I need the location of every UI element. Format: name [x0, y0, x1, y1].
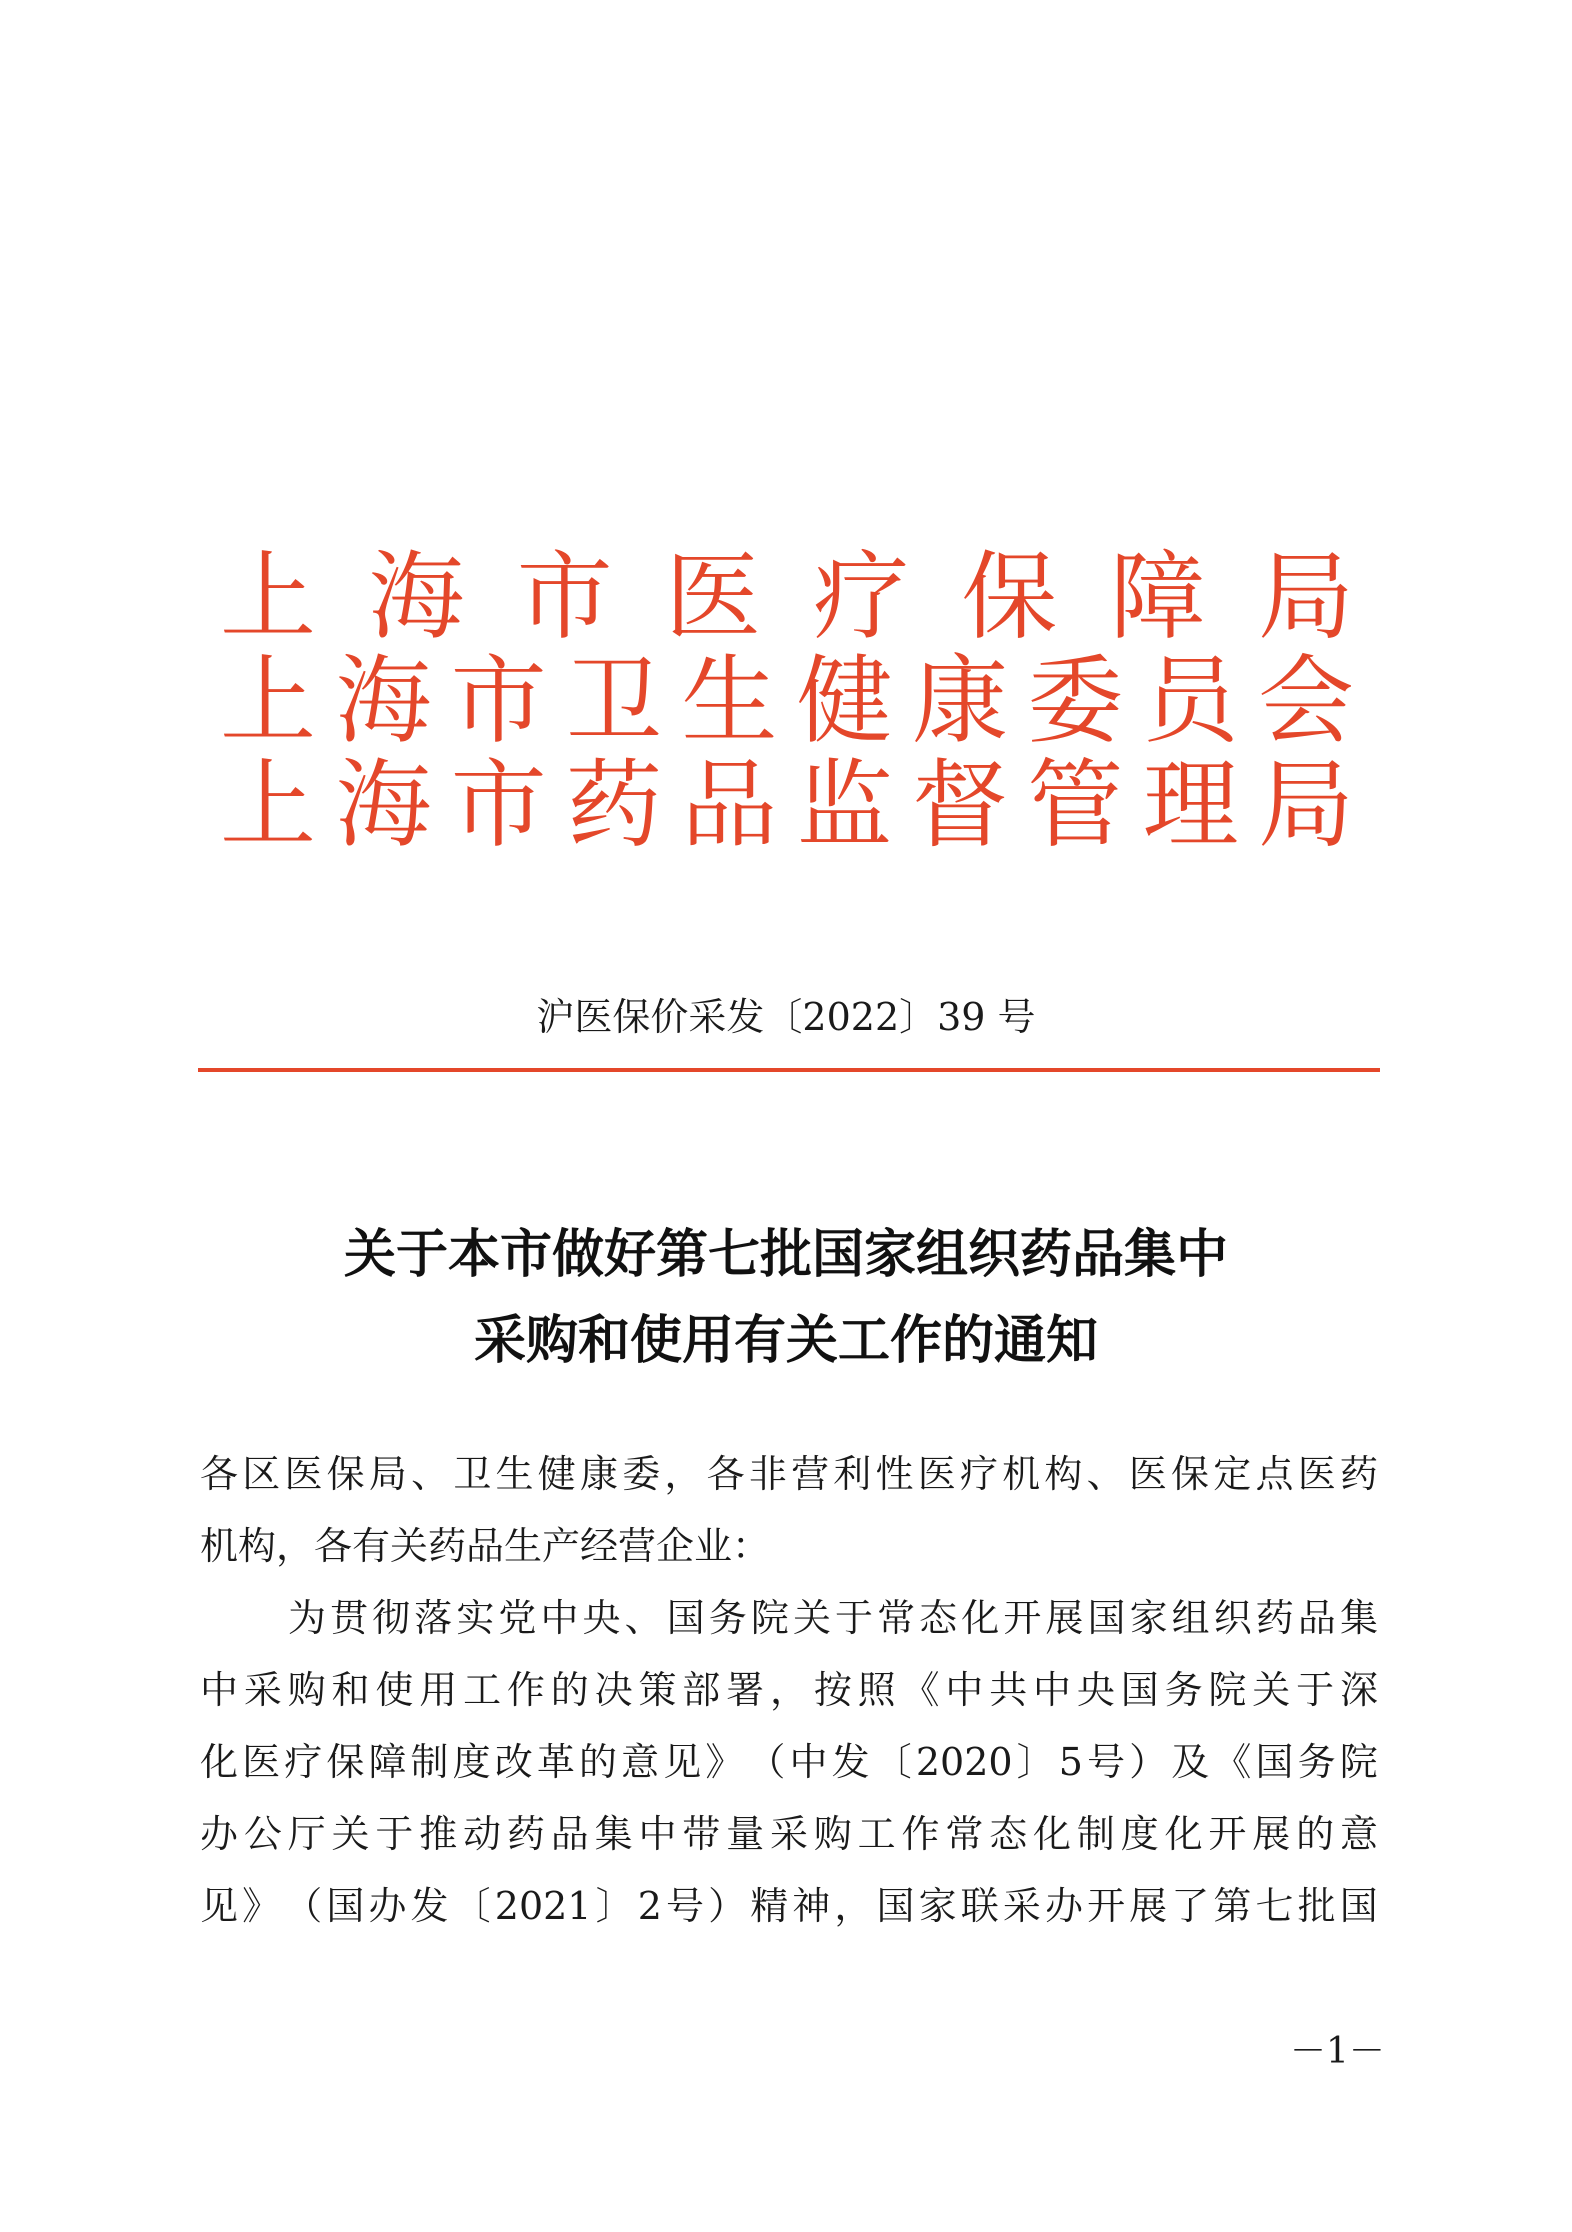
- body-char: 院: [750, 1596, 789, 1640]
- issuer-char: 员: [1142, 645, 1239, 757]
- header-divider: [198, 1068, 1380, 1072]
- body-char: 党: [498, 1596, 537, 1640]
- body-char: 关: [1252, 1668, 1291, 1712]
- body-char: 医: [1297, 1452, 1336, 1496]
- body-char: 见: [200, 1884, 239, 1928]
- body-char: 务: [1297, 1740, 1336, 1784]
- issuer-char: 局: [1257, 541, 1354, 653]
- issuer-char: 监: [796, 749, 893, 861]
- body-char: 精: [750, 1884, 789, 1928]
- body-char: 共: [989, 1668, 1028, 1712]
- body-char: 家: [918, 1884, 957, 1928]
- body-char: 开: [1087, 1884, 1126, 1928]
- body-char: 定: [1213, 1452, 1252, 1496]
- issuer-char: 海: [335, 645, 432, 757]
- issuer-char: 康: [911, 645, 1008, 757]
- body-char: 2: [637, 1884, 662, 1928]
- body-char: 采: [243, 1668, 282, 1712]
- issuer-line-health-commission: [220, 645, 1354, 757]
- body-line: [200, 1870, 1378, 1942]
- body-char: 疗: [959, 1452, 998, 1496]
- body-char: 化: [961, 1596, 1000, 1640]
- body-char: 关: [331, 1812, 370, 1856]
- issuer-line-medical-security-bureau: [220, 541, 1354, 653]
- body-line: [200, 1582, 1378, 1654]
- issuer-char: 市: [516, 541, 613, 653]
- body-char: 国: [1255, 1740, 1294, 1784]
- issuer-char: 障: [1109, 541, 1206, 653]
- body-char: 机: [1002, 1452, 1041, 1496]
- body-char: 开: [1208, 1812, 1247, 1856]
- body-char: 中: [638, 1812, 677, 1856]
- body-char: 国: [876, 1884, 915, 1928]
- body-char: 《: [1213, 1740, 1252, 1784]
- issuer-char: 理: [1142, 749, 1239, 861]
- body-char: 带: [682, 1812, 721, 1856]
- body-char: 量: [726, 1812, 765, 1856]
- body-char: 央: [582, 1596, 621, 1640]
- body-char: 中: [1033, 1668, 1072, 1712]
- issuer-char: 药: [565, 749, 662, 861]
- body-char: 制: [1076, 1812, 1115, 1856]
- body-char: 度: [1120, 1812, 1159, 1856]
- issuer-char: 管: [1027, 749, 1124, 861]
- body-char: 委: [622, 1452, 661, 1496]
- issuer-char: 上: [220, 645, 316, 757]
- body-char: ，: [834, 1884, 873, 1928]
- body-char: 革: [536, 1740, 575, 1784]
- body-char: 保: [326, 1740, 365, 1784]
- document-title: [0, 1212, 1572, 1384]
- body-char: 号: [1087, 1740, 1126, 1784]
- body-char: ，: [664, 1452, 703, 1496]
- body-char: 和: [331, 1668, 370, 1712]
- issuer-char: 市: [450, 645, 547, 757]
- body-char: 使: [375, 1668, 414, 1712]
- body-char: 5: [1058, 1740, 1083, 1784]
- body-char: 中: [945, 1668, 984, 1712]
- body-char: 策: [638, 1668, 677, 1712]
- title-line-1: 关于本市做好第七批国家组织药品集中: [343, 1225, 1228, 1285]
- body-char: 采: [769, 1812, 808, 1856]
- body-char: 药: [506, 1812, 545, 1856]
- body-char: 国: [1120, 1668, 1159, 1712]
- body-char: 展: [1129, 1884, 1168, 1928]
- body-char: 贯: [330, 1596, 369, 1640]
- body-char: 》: [242, 1884, 281, 1928]
- body-char: 品: [1297, 1596, 1336, 1640]
- page-number: －1－: [1290, 2031, 1385, 2072]
- body-char: 的: [1296, 1812, 1335, 1856]
- body-char: 〕: [595, 1884, 634, 1928]
- body-char: 非: [748, 1452, 787, 1496]
- issuer-char: 生: [681, 645, 778, 757]
- body-char: 〔: [452, 1884, 491, 1928]
- issuer-char: 疗: [813, 541, 910, 653]
- body-char: 集: [1339, 1596, 1378, 1640]
- body-char: 保: [326, 1452, 365, 1496]
- issuer-char: 上: [220, 749, 316, 861]
- issuer-char: 督: [911, 749, 1008, 861]
- body-line: [200, 1798, 1378, 1870]
- body-char: 深: [1339, 1668, 1378, 1712]
- issuer-char: 会: [1257, 645, 1354, 757]
- body-char: 批: [1297, 1884, 1336, 1928]
- body-char: 第: [1213, 1884, 1252, 1928]
- body-char: 医: [242, 1740, 281, 1784]
- body-char: 发: [831, 1740, 870, 1784]
- document-number: 沪医保价采发〔2022〕39 号: [536, 995, 1036, 1039]
- issuer-char: 医: [664, 541, 761, 653]
- issuer-char: 市: [450, 749, 547, 861]
- body-char: 于: [375, 1812, 414, 1856]
- body-char: 用: [419, 1668, 458, 1712]
- body-char: 组: [1171, 1596, 1210, 1640]
- body-char: 医: [1128, 1452, 1167, 1496]
- body-char: 落: [414, 1596, 453, 1640]
- body-char: 作: [901, 1812, 940, 1856]
- body-char: 常: [945, 1812, 984, 1856]
- issuer-char: 卫: [565, 645, 662, 757]
- body-char: 意: [1339, 1812, 1378, 1856]
- body-char: 利: [833, 1452, 872, 1496]
- body-char: 彻: [372, 1596, 411, 1640]
- body-char: 发: [410, 1884, 449, 1928]
- title-line-2: 采购和使用有关工作的通知: [473, 1311, 1098, 1371]
- body-char: 动: [463, 1812, 502, 1856]
- body-char: 改: [494, 1740, 533, 1784]
- body-char: 公: [243, 1812, 282, 1856]
- body-line: 机构，各有关药品生产经营企业：: [200, 1524, 771, 1568]
- body-char: 各: [706, 1452, 745, 1496]
- body-char: 七: [1255, 1884, 1294, 1928]
- body-char: 见: [663, 1740, 702, 1784]
- body-char: 联: [960, 1884, 999, 1928]
- body-char: 及: [1171, 1740, 1210, 1784]
- body-char: 生: [495, 1452, 534, 1496]
- body-char: 工: [857, 1812, 896, 1856]
- body-char: 品: [550, 1812, 589, 1856]
- body-char: 关: [792, 1596, 831, 1640]
- body-char: 2020: [915, 1740, 1013, 1784]
- body-char: 〕: [1016, 1740, 1055, 1784]
- body-char: 保: [1171, 1452, 1210, 1496]
- body-char: 、: [624, 1596, 663, 1640]
- body-char: 展: [1045, 1596, 1084, 1640]
- body-char: 卫: [453, 1452, 492, 1496]
- body-char: 购: [813, 1812, 852, 1856]
- body-char: ）: [708, 1884, 747, 1928]
- body-char: 的: [578, 1740, 617, 1784]
- body-char: 办: [200, 1812, 239, 1856]
- body-char: ）: [1129, 1740, 1168, 1784]
- body-char: 、: [411, 1452, 450, 1496]
- body-char: 态: [989, 1812, 1028, 1856]
- body-char: 办: [368, 1884, 407, 1928]
- body-char: 医: [284, 1452, 323, 1496]
- body-char: 康: [579, 1452, 618, 1496]
- issuer-block: [220, 541, 1354, 861]
- issuer-char: 海: [368, 541, 465, 653]
- issuer-char: 上: [220, 541, 316, 653]
- body-char: ，: [769, 1668, 808, 1712]
- body-char: 照: [857, 1668, 896, 1712]
- body-char: 织: [1213, 1596, 1252, 1640]
- body-char: 医: [917, 1452, 956, 1496]
- body-char: 中: [540, 1596, 579, 1640]
- issuer-char: 保: [961, 541, 1058, 653]
- body-char: 实: [456, 1596, 495, 1640]
- body-char: 、: [1086, 1452, 1125, 1496]
- body-char: 营: [791, 1452, 830, 1496]
- body-char: 于: [1296, 1668, 1335, 1712]
- body-char: 国: [1339, 1884, 1378, 1928]
- body-char: 国: [326, 1884, 365, 1928]
- body-char: 》: [705, 1740, 744, 1784]
- body-char: 按: [813, 1668, 852, 1712]
- body-char: 购: [287, 1668, 326, 1712]
- body-char: 药: [1255, 1596, 1294, 1640]
- body-char: 开: [1003, 1596, 1042, 1640]
- body-char: 构: [1044, 1452, 1083, 1496]
- document-body: [200, 1438, 1378, 1942]
- body-char: 国: [1087, 1596, 1126, 1640]
- body-char: 化: [200, 1740, 239, 1784]
- body-char: 药: [1339, 1452, 1378, 1496]
- body-line: [200, 1726, 1378, 1798]
- body-char: 点: [1255, 1452, 1294, 1496]
- body-char: 性: [875, 1452, 914, 1496]
- issuer-char: 健: [796, 645, 893, 757]
- body-char: 于: [835, 1596, 874, 1640]
- body-char: 各: [200, 1452, 239, 1496]
- body-char: 家: [1129, 1596, 1168, 1640]
- body-char: 务: [708, 1596, 747, 1640]
- body-char: 态: [919, 1596, 958, 1640]
- body-char: 区: [242, 1452, 281, 1496]
- body-char: 《: [901, 1668, 940, 1712]
- body-char: 作: [506, 1668, 545, 1712]
- body-char: 局: [368, 1452, 407, 1496]
- body-char: 署: [726, 1668, 765, 1712]
- issuer-char: 局: [1257, 749, 1354, 861]
- body-char: 化: [1164, 1812, 1203, 1856]
- body-char: （: [284, 1884, 323, 1928]
- body-char: 疗: [284, 1740, 323, 1784]
- body-line: [200, 1438, 1378, 1510]
- body-char: 神: [792, 1884, 831, 1928]
- body-char: 展: [1252, 1812, 1291, 1856]
- body-char: 厅: [287, 1812, 326, 1856]
- body-char: 集: [594, 1812, 633, 1856]
- body-char: 推: [419, 1812, 458, 1856]
- body-char: 意: [621, 1740, 660, 1784]
- body-char: 2021: [494, 1884, 592, 1928]
- body-char: 央: [1076, 1668, 1115, 1712]
- body-char: 国: [666, 1596, 705, 1640]
- body-char: 中: [789, 1740, 828, 1784]
- body-char: 采: [1002, 1884, 1041, 1928]
- body-char: 〔: [873, 1740, 912, 1784]
- body-char: 院: [1208, 1668, 1247, 1712]
- body-char: 为: [288, 1596, 327, 1640]
- body-char: 务: [1164, 1668, 1203, 1712]
- body-char: 院: [1339, 1740, 1378, 1784]
- body-char: 号: [665, 1884, 704, 1928]
- body-char: （: [747, 1740, 786, 1784]
- body-char: 制: [410, 1740, 449, 1784]
- body-char: 工: [463, 1668, 502, 1712]
- body-line: [200, 1654, 1378, 1726]
- body-char: 健: [537, 1452, 576, 1496]
- issuer-char: 委: [1027, 645, 1124, 757]
- body-char: 障: [368, 1740, 407, 1784]
- body-char: 度: [452, 1740, 491, 1784]
- body-char: 的: [550, 1668, 589, 1712]
- body-char: 决: [594, 1668, 633, 1712]
- body-char: 常: [877, 1596, 916, 1640]
- body-char: 中: [200, 1668, 239, 1712]
- issuer-char: 海: [335, 749, 432, 861]
- body-char: 化: [1033, 1812, 1072, 1856]
- body-char: 办: [1044, 1884, 1083, 1928]
- body-char: 部: [682, 1668, 721, 1712]
- issuer-char: 品: [681, 749, 778, 861]
- issuer-line-drug-administration: [220, 749, 1354, 861]
- body-char: 了: [1171, 1884, 1210, 1928]
